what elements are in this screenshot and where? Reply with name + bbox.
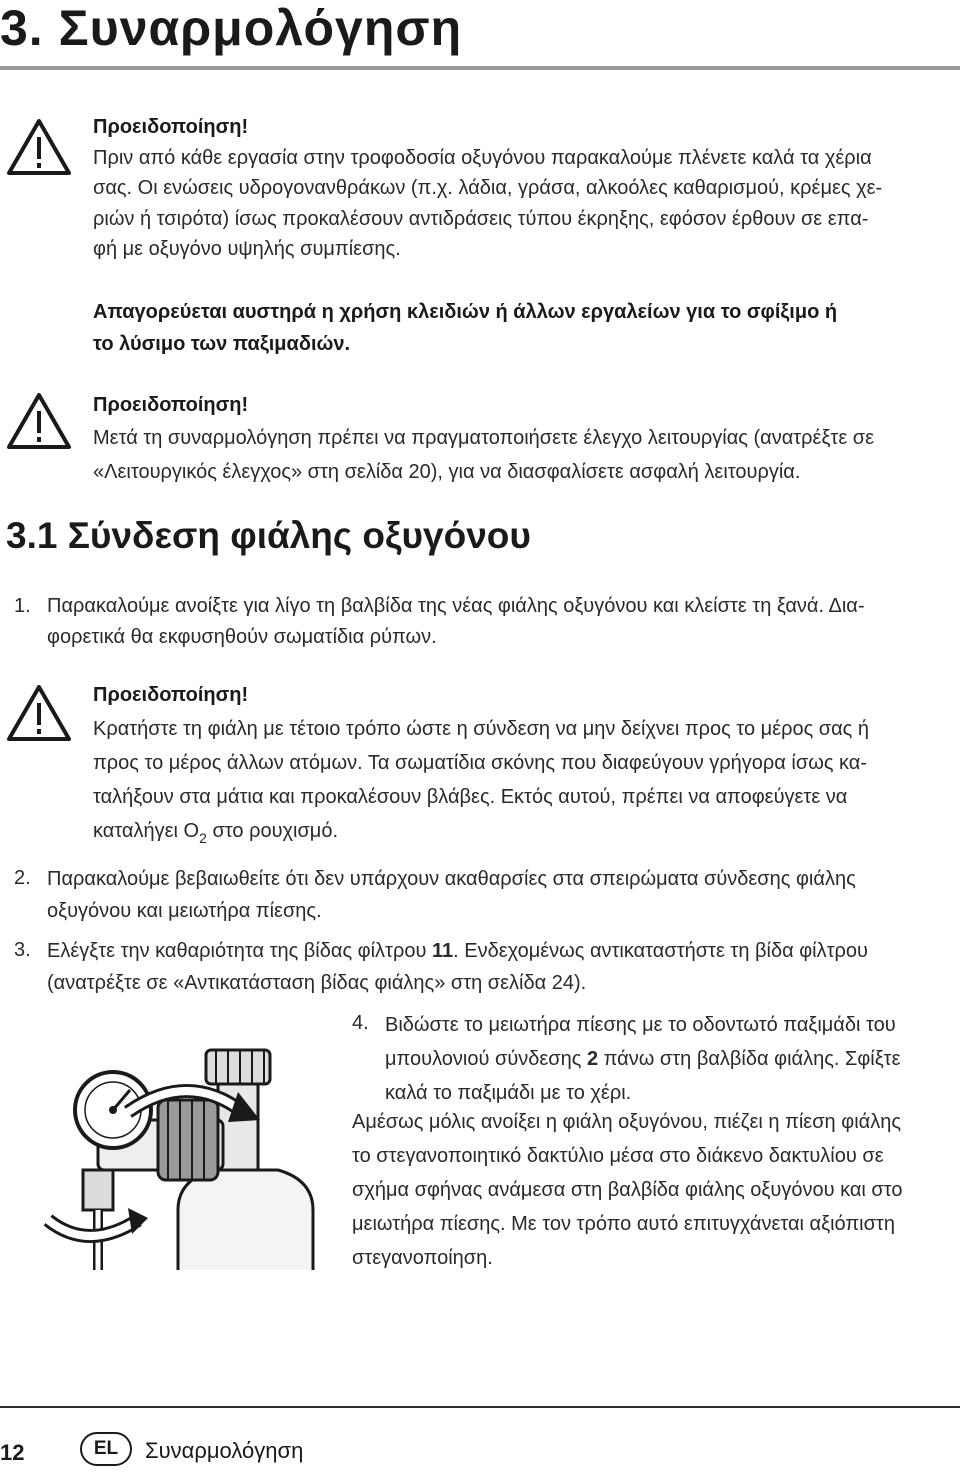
text-line: ριών ή τσιρότα) ίσως προκαλέσουν αντιδράσεις τύπου έκρηξης, εφόσον έρθουν σε επα- <box>93 207 869 230</box>
text-line: Κρατήστε τη φιάλη με τέτοιο τρόπο ώστε η σύνδεση να μην δείχνει προς το μέρος σας ή <box>93 718 869 740</box>
text-line: προς το μέρος άλλων ατόμων. Τα σωματίδια σκόνης που διαφεύγουν γρήγορα ίσως κα- <box>93 752 868 774</box>
text-line: Πριν από κάθε εργασία στην τροφοδοσία οξυγόνου παρακαλούμε πλένετε καλά τα χέρια <box>93 146 872 169</box>
page-title: 3. Συναρμολόγηση <box>0 0 463 56</box>
step-3 <box>47 935 868 999</box>
sealing-note <box>352 1105 902 1275</box>
section-heading: 3.1 Σύνδεση φιάλης οξυγόνου <box>6 515 531 556</box>
pressure-reducer-illustration <box>28 1020 318 1270</box>
text-segment: πάνω στη βαλβίδα φιάλης. Σφίξτε <box>598 1048 901 1070</box>
text-line: Απαγορεύεται αυστηρά η χρήση κλειδιών ή άλλων εργαλείων για το σφίξιμο ή <box>93 301 838 323</box>
warning-title: Προειδοποίηση! <box>93 116 249 138</box>
step-number: 2. <box>14 867 31 889</box>
text-line: Μετά τη συναρμολόγηση πρέπει να πραγματοποιήσετε έλεγχο λειτουργίας (ανατρέξτε σε <box>93 426 875 449</box>
text-line: Παρακαλούμε βεβαιωθείτε ότι δεν υπάρχουν ακαθαρσίες στα σπειρώματα σύνδεσης φιάλης <box>47 868 856 890</box>
footer-divider <box>0 1406 960 1408</box>
text-line: οξυγόνου και μειωτήρα πίεσης. <box>47 900 322 922</box>
text-segment: . Ενδεχομένως αντικαταστήστε τη βίδα φίλτρου <box>453 940 868 962</box>
prohibition-note <box>93 296 837 360</box>
step-2 <box>47 863 856 927</box>
page-number: 12 <box>0 1440 25 1465</box>
warning-block-1 <box>93 112 953 265</box>
text-line: σας. Οι ενώσεις υδρογονανθράκων (π.χ. λάδια, γράσα, αλκοόλες καθαρισμού, κρέμες χε- <box>93 177 883 199</box>
text-line <box>47 935 868 967</box>
text-line: σχήμα σφήνας ανάμεσα στη βαλβίδα φιάλης οξυγόνου και στο <box>352 1179 903 1201</box>
text-line <box>93 814 869 855</box>
text-line: στεγανοποίηση. <box>352 1247 493 1269</box>
step-4 <box>385 1008 901 1110</box>
footer-section-name: Συναρμολόγηση <box>145 1438 304 1463</box>
text-segment: Ελέγξτε την καθαριότητα της βίδας φίλτρου <box>47 940 432 962</box>
text-line: «Λειτουργικός έλεγχος» στη σελίδα 20), για να διασφαλίσετε ασφαλή λειτουργία. <box>93 460 801 483</box>
warning-triangle-icon <box>6 118 72 176</box>
text-line: το λύσιμο των παξιμαδιών. <box>93 333 351 355</box>
step-number: 3. <box>14 939 31 961</box>
text-line: ταλήξουν στα μάτια και προκαλέσουν βλάβες. Εκτός αυτού, πρέπει να αποφεύγετε να <box>93 786 848 808</box>
text-line: φορετικά θα εκφυσηθούν σωματίδια ρύπων. <box>47 625 437 648</box>
text-segment: μπουλονιού σύνδεσης <box>385 1048 587 1070</box>
reference-number: 11 <box>431 940 454 962</box>
text-line: (ανατρέξτε σε «Αντικατάσταση βίδας φιάλης» στη σελίδα 24). <box>47 972 587 994</box>
warning-block-2 <box>93 390 874 489</box>
title-divider <box>0 66 960 70</box>
text-line <box>385 1042 901 1076</box>
warning-triangle-icon <box>6 684 72 742</box>
step-number: 4. <box>352 1012 369 1034</box>
text-segment: καταλήγει O <box>93 820 200 842</box>
text-line: Βιδώστε το μειωτήρα πίεσης με το οδοντωτό παξιμάδι του <box>385 1014 896 1036</box>
text-line: Αμέσως μόλις ανοίξει η φιάλη οξυγόνου, πιέζει η πίεση φιάλης <box>352 1111 901 1133</box>
text-line: φή με οξυγόνο υψηλής συμπίεσης. <box>93 238 401 260</box>
step-number: 1. <box>14 595 31 617</box>
warning-block-3 <box>93 678 869 855</box>
language-badge: EL <box>80 1432 132 1466</box>
warning-title: Προειδοποίηση! <box>93 394 249 416</box>
warning-title: Προειδοποίηση! <box>93 684 249 706</box>
text-line: καλά το παξιμάδι με το χέρι. <box>385 1082 632 1104</box>
reference-number: 2 <box>586 1048 599 1070</box>
text-segment: στο ρουχισμό. <box>206 820 339 842</box>
subscript: 2 <box>199 830 207 846</box>
warning-triangle-icon <box>6 392 72 450</box>
text-line: το στεγανοποιητικό δακτύλιο μέσα στο διάκενο δακτυλίου σε <box>352 1145 884 1167</box>
text-line: μειωτήρα πίεσης. Με τον τρόπο αυτό επιτυγχάνεται αξιόπιστη <box>352 1213 895 1235</box>
text-line: Παρακαλούμε ανοίξτε για λίγο τη βαλβίδα της νέας φιάλης οξυγόνου και κλείστε τη ξανά. Δια- <box>47 595 865 617</box>
step-1 <box>47 591 865 652</box>
